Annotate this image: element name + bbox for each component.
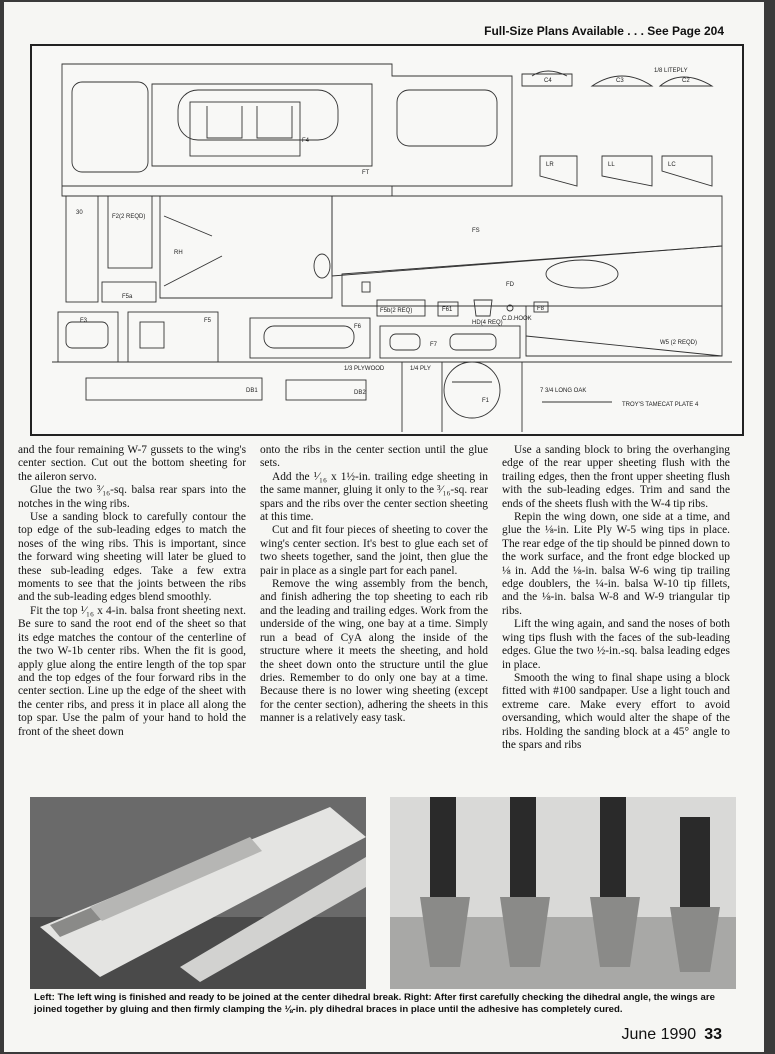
paragraph: and the four remaining W-7 gussets to the wing's center section. Cut out the bottom sheeting for the aileron servo. [18, 444, 246, 483]
plan-label-cdhook: C.D.HOOK [502, 316, 532, 322]
plan-label-c2: C2 [682, 78, 690, 84]
paragraph: Glue the two ³⁄₁₆-sq. balsa rear spars into the notches in the wing ribs. [18, 484, 246, 510]
paragraph: Use a sanding block to carefully contour the top edge of the sub-leading edges to match the noses of the wing ribs. This is important, since the forward wing sheeting will later be glued to these sub-leading edges. Take a few extra moments to see that the joints between the ribs and the sub-leading edges blend smoothly. [18, 511, 246, 604]
plans-notice: Full-Size Plans Available . . . See Page 204 [484, 24, 724, 38]
plan-label-oak: 7 3/4 LONG OAK [540, 388, 587, 394]
plan-label-rh: RH [174, 250, 183, 256]
paragraph: onto the ribs in the center section until the glue sets. [260, 444, 488, 470]
plan-label-fs: FS [472, 228, 480, 234]
plan-label-lr: LR [546, 162, 554, 168]
plan-label-f61: F61 [442, 307, 453, 313]
page-number: 33 [704, 1026, 722, 1043]
plan-label-ll: LL [608, 162, 615, 168]
plan-label-lc: LC [668, 162, 676, 168]
article-body [18, 444, 738, 784]
paragraph: Use a sanding block to bring the overhanging edge of the rear upper sheeting flush with the trailing edges, then the front upper sheeting flush with the sub-leading edges. Trim and sand the ends of the sheets flush with the W-4 tip ribs. [502, 444, 730, 510]
plan-label-credit: TROY'S TAMECAT PLATE 4 [622, 402, 699, 408]
issue-date: June 1990 [621, 1026, 697, 1043]
page-footer [621, 1026, 722, 1044]
plan-label-w5: W5 (2 REQD) [660, 340, 698, 346]
paragraph: Add the ¹⁄₁₆ x 1½-in. trailing edge sheeting in the same manner, gluing it only to the ³⁄₁₆-sq. rear spars and the ribs over the center section sheeting at this time. [260, 470, 488, 524]
plan-label-ply4: 1/4 PLY [410, 366, 431, 372]
plan-label-fd: FD [506, 282, 514, 288]
plan-label-ft: FT [362, 170, 370, 176]
plan-label-f4: F4 [302, 138, 310, 144]
paragraph: Cut and fit four pieces of sheeting to cover the wing's center section. It's best to glue each set of two sheets together, sand the joint, then glue the pair in place as a single part for each panel. [260, 524, 488, 577]
plan-label-f6: F6 [354, 324, 362, 330]
plan-label-f5a: F5a [122, 294, 133, 300]
text-column-2 [260, 444, 488, 726]
plan-label-db2: DB2 [354, 390, 366, 396]
plan-label-f2: F2(2 REQD) [112, 214, 146, 220]
plan-label-f8: F8 [537, 306, 545, 312]
text-column-3 [502, 444, 730, 752]
plan-label-f5b: F5b(2 REQ) [380, 308, 413, 314]
paragraph: Smooth the wing to final shape using a block fitted with #100 sandpaper. Use a light touch and extreme care. Make every effort to avoid oversanding, which would alter the shape of the ribs. Holding the sanding block at a 45° angle to the spars and ribs [502, 671, 730, 751]
text-column-1 [18, 444, 246, 739]
paragraph: Remove the wing assembly from the bench, and finish adhering the top sheeting to each rib and the leading and trailing edges. Work from the underside of the wing, one bay at a time. Simply run a bead of CyA along the inside of the structure where it meets the sheeting, and hold the sheet down onto the structure until the glue dries. Remember to do only one bay at a time. Because there is no lower wing sheeting (except for the center section), adhering the sheets in this manner is a relatively easy task. [260, 578, 488, 725]
paragraph: Repin the wing down, one side at a time, and glue the ⅛-in. Lite Ply W-5 wing tips in place. The rear edge of the tip should be pinned down to the work surface, and the front edge blocked up ⅛ in. Add the ⅛-in. balsa W-6 wing tip trailing edge doublers, the ¼-in. balsa W-10 tip fillets, and the ⅛-in. balsa W-8 and W-9 triangular tip ribs. [502, 511, 730, 617]
plan-label-liteply: 1/8 LITEPLY [654, 68, 688, 74]
plan-label-db1: DB1 [246, 388, 258, 394]
plan-label-f3: F3 [80, 318, 88, 324]
plans-drawing [30, 44, 744, 436]
photo-left-wing [30, 797, 366, 989]
plan-label-30: 30 [76, 210, 83, 216]
paragraph: Fit the top ¹⁄₁₆ x 4-in. balsa front sheeting next. Be sure to sand the root end of the sheet so that its edge matches the contour of the centerline of the two W-1b center ribs. When the fit is good, apply glue along the entire length of the top spar and the top edges of the four forward ribs in the center section. Line up the edge of the sheet with the center ribs, and press it in place all along the top spar. Use the palm of your hand to hold the front of the sheet down [18, 604, 246, 738]
plan-label-f7: F7 [430, 342, 438, 348]
plan-label-c4: C4 [544, 78, 552, 84]
plan-label-f5: F5 [204, 318, 212, 324]
plan-label-ply3: 1/3 PLYWOOD [344, 366, 385, 372]
plan-label-f1: F1 [482, 398, 490, 404]
photo-dihedral-clamps [390, 797, 736, 989]
magazine-page [4, 2, 764, 1052]
plan-label-c3: C3 [616, 78, 624, 84]
photo-caption: Left: The left wing is finished and ready to be joined at the center dihedral break. Right: After first carefully checking the dihedral angle, the wings are joined together by gluing and then firmly clamping the ⅛-in. ply dihedral braces in place until the adhesive has completely cured. [34, 992, 715, 1015]
plan-label-hd: HD(4 REQ) [472, 320, 503, 326]
paragraph: Lift the wing again, and sand the noses of both wing tips flush with the faces of the sub-leading edges. Glue the two ½-in.-sq. balsa leading edges in place. [502, 618, 730, 671]
